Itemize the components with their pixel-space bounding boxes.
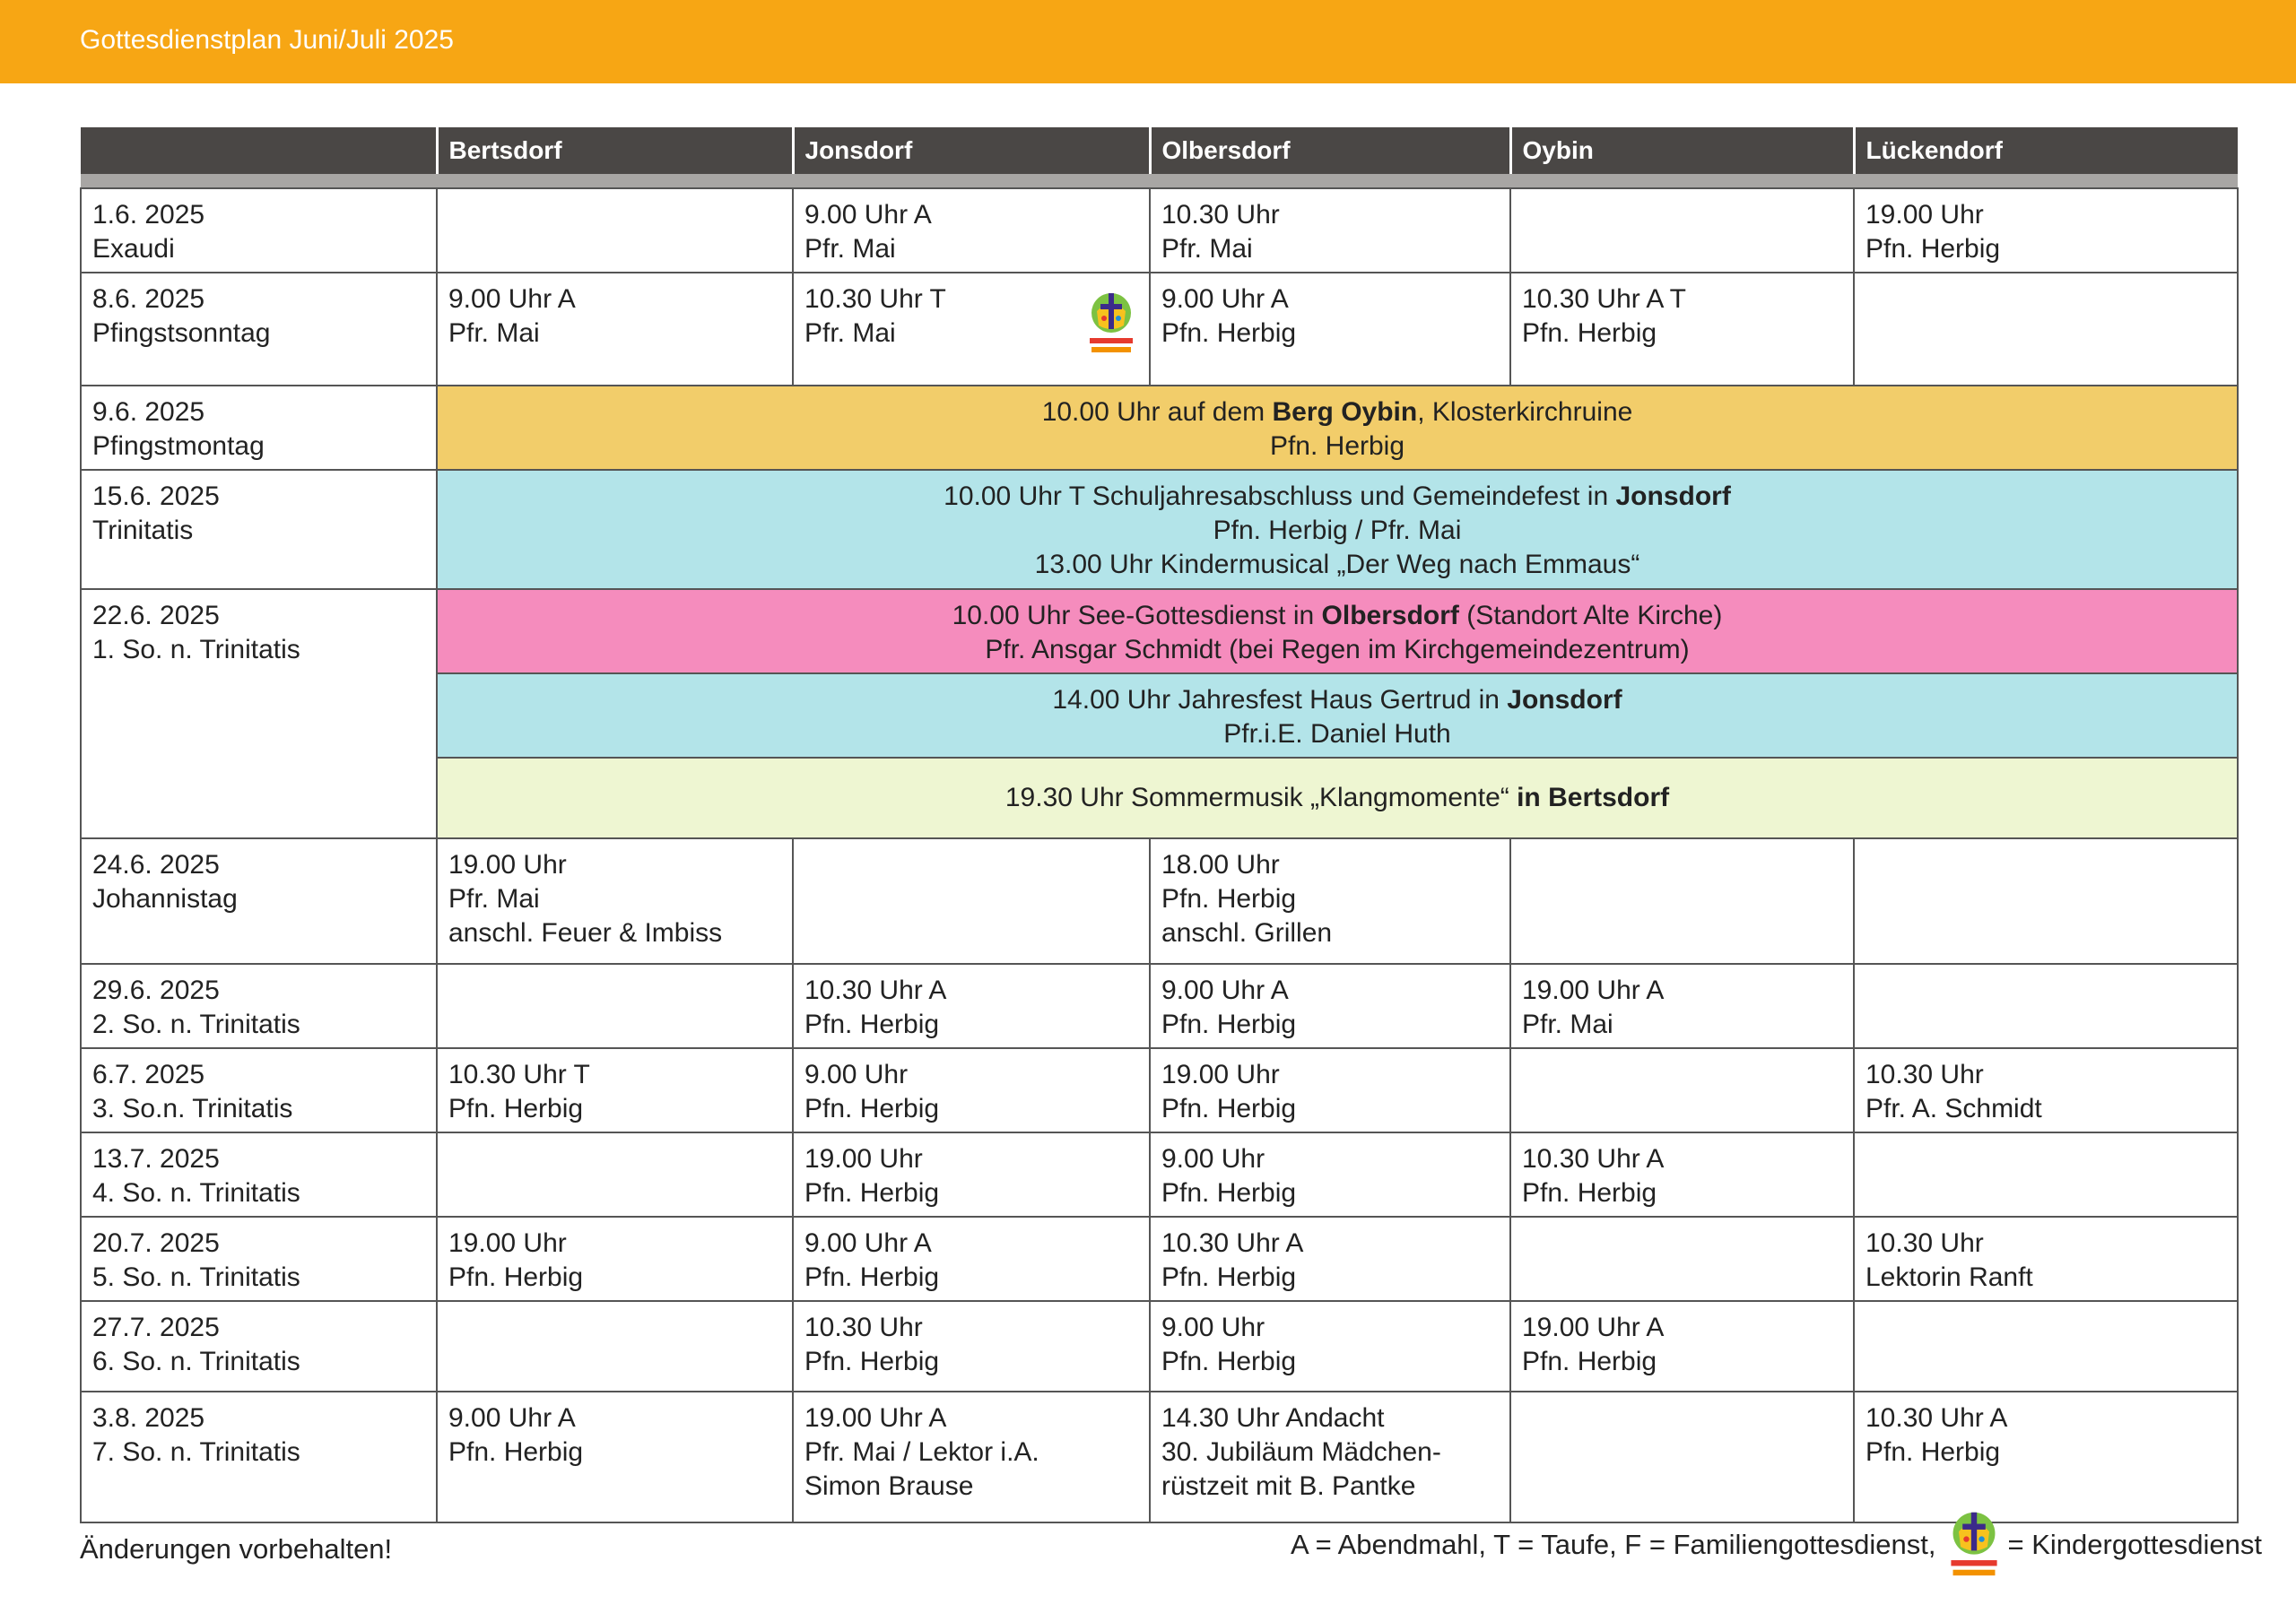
service-date: 22.6. 2025	[92, 601, 220, 630]
service-line: 9.00 Uhr A	[804, 200, 932, 230]
service-cell-bertsdorf	[437, 1392, 793, 1522]
service-line: 18.00 Uhr	[1161, 850, 1280, 880]
service-cell-olbersdorf	[1150, 1132, 1510, 1217]
table-row	[81, 589, 2238, 673]
event-text: 19.30 Uhr Sommermusik „Klangmomente“	[1004, 783, 1518, 812]
sunday-name: Exaudi	[92, 234, 175, 264]
service-line: 9.00 Uhr	[1161, 1144, 1265, 1174]
event-text: (Standort Alte Kirche)	[1458, 601, 1723, 630]
event-text: 10.00 Uhr auf dem	[1041, 397, 1273, 427]
service-line: 9.00 Uhr A	[804, 1228, 932, 1258]
sunday-name: Pfingstmontag	[92, 431, 265, 461]
table-row	[81, 1217, 2238, 1301]
service-line: 10.30 Uhr A T	[1522, 284, 1686, 314]
service-line: 19.00 Uhr A	[804, 1403, 947, 1433]
date-cell	[81, 1392, 437, 1522]
table-header-row	[81, 127, 2238, 174]
service-line: Pfn. Herbig	[1161, 1262, 1297, 1292]
service-cell-jonsdorf	[793, 838, 1150, 964]
service-date: 1.6. 2025	[92, 200, 205, 230]
service-line: Pfn. Herbig	[1522, 318, 1657, 348]
service-line: 30. Jubiläum Mädchen-	[1161, 1437, 1441, 1467]
service-line: Pfr. A. Schmidt	[1866, 1094, 2042, 1123]
service-cell-olbersdorf	[1150, 1301, 1510, 1392]
sunday-name: 4. So. n. Trinitatis	[92, 1178, 300, 1208]
sunday-name: 6. So. n. Trinitatis	[92, 1347, 300, 1376]
special-event-cell	[437, 673, 2238, 758]
header-separator	[81, 174, 2238, 188]
service-cell-olbersdorf	[1150, 1217, 1510, 1301]
service-line: 10.30 Uhr T	[804, 284, 946, 314]
service-cell-bertsdorf	[437, 273, 793, 386]
service-date: 29.6. 2025	[92, 976, 220, 1005]
service-cell-lueckendorf	[1854, 188, 2238, 273]
service-cell-lueckendorf	[1854, 1392, 2238, 1522]
date-cell	[81, 470, 437, 589]
service-line: Pfr. Mai	[448, 884, 540, 914]
service-cell-lueckendorf	[1854, 1132, 2238, 1217]
event-line-1	[448, 683, 2226, 717]
sunday-name: Johannistag	[92, 884, 238, 914]
service-line: 10.30 Uhr A	[1522, 1144, 1665, 1174]
service-line: Pfn. Herbig	[1161, 1094, 1297, 1123]
service-cell-olbersdorf	[1150, 188, 1510, 273]
service-line: 10.30 Uhr A	[1866, 1403, 2008, 1433]
date-cell	[81, 1048, 437, 1132]
sunday-name: Trinitatis	[92, 516, 194, 545]
service-line: Pfn. Herbig	[1522, 1347, 1657, 1376]
date-cell	[81, 386, 437, 470]
service-cell-bertsdorf	[437, 964, 793, 1048]
service-cell-olbersdorf	[1150, 1048, 1510, 1132]
table-row	[81, 838, 2238, 964]
event-highlight: Jonsdorf	[1507, 685, 1622, 715]
page-header-bar	[0, 0, 2296, 83]
event-highlight: Olbersdorf	[1321, 601, 1459, 630]
kirche-mit-kindern-icon	[1084, 290, 1138, 358]
sunday-name: 3. So.n. Trinitatis	[92, 1094, 293, 1123]
service-cell-bertsdorf	[437, 1048, 793, 1132]
special-event-cell	[437, 470, 2238, 589]
table-row	[81, 1392, 2238, 1522]
service-cell-oybin	[1510, 188, 1854, 273]
service-date: 8.6. 2025	[92, 284, 205, 314]
service-line: Pfr. Mai	[1161, 234, 1253, 264]
service-line: anschl. Feuer & Imbiss	[448, 918, 723, 948]
column-header-lueckendorf: Lückendorf	[1854, 127, 2238, 174]
event-text: 14.00 Uhr Jahresfest Haus Gertrud in	[1052, 685, 1508, 715]
schedule-table	[80, 127, 2239, 1523]
date-cell	[81, 1301, 437, 1392]
service-line: 9.00 Uhr A	[448, 1403, 576, 1433]
service-line: 10.30 Uhr	[1161, 200, 1280, 230]
date-cell	[81, 273, 437, 386]
event-line-1	[448, 480, 2226, 514]
service-date: 20.7. 2025	[92, 1228, 220, 1258]
service-line: 10.30 Uhr A	[1161, 1228, 1304, 1258]
sunday-name: Pfingstsonntag	[92, 318, 271, 348]
service-line: 10.30 Uhr A	[804, 976, 947, 1005]
legend-icon-meaning: = Kindergottesdienst	[2007, 1529, 2262, 1560]
legend	[1291, 1508, 2262, 1582]
service-cell-oybin	[1510, 1392, 1854, 1522]
event-highlight: Jonsdorf	[1615, 481, 1731, 511]
service-line: 9.00 Uhr A	[1161, 284, 1289, 314]
date-cell	[81, 838, 437, 964]
event-line-1	[448, 781, 2226, 815]
table-row	[81, 188, 2238, 273]
column-header-date	[81, 127, 437, 174]
service-line: Pfr. Mai / Lektor i.A.	[804, 1437, 1039, 1467]
service-cell-jonsdorf	[793, 1132, 1150, 1217]
service-cell-lueckendorf	[1854, 838, 2238, 964]
service-line: 14.30 Uhr Andacht	[1161, 1403, 1385, 1433]
service-line: Pfn. Herbig	[1161, 318, 1297, 348]
table-row	[81, 964, 2238, 1048]
service-line: Lektorin Ranft	[1866, 1262, 2033, 1292]
service-line: Pfr. Mai	[804, 318, 896, 348]
date-cell	[81, 1217, 437, 1301]
special-event-cell	[437, 589, 2238, 673]
changes-note: Änderungen vorbehalten!	[80, 1533, 393, 1565]
service-cell-bertsdorf	[437, 838, 793, 964]
service-line: Pfn. Herbig	[448, 1094, 584, 1123]
service-line: 19.00 Uhr	[448, 1228, 567, 1258]
column-header-bertsdorf: Bertsdorf	[437, 127, 793, 174]
service-line: 10.30 Uhr T	[448, 1060, 590, 1089]
service-cell-oybin	[1510, 273, 1854, 386]
service-line: Pfr. Mai	[448, 318, 540, 348]
event-text: 10.00 Uhr See-Gottesdienst in	[952, 601, 1322, 630]
service-line: Pfn. Herbig	[804, 1010, 940, 1039]
table-row	[81, 1048, 2238, 1132]
table-row	[81, 1132, 2238, 1217]
service-line: 9.00 Uhr	[804, 1060, 909, 1089]
service-line: 19.00 Uhr A	[1522, 1313, 1665, 1342]
service-line: 19.00 Uhr	[448, 850, 567, 880]
service-cell-olbersdorf	[1150, 273, 1510, 386]
event-text: , Klosterkirchruine	[1417, 397, 1633, 427]
service-line: rüstzeit mit B. Pantke	[1161, 1471, 1416, 1501]
service-date: 24.6. 2025	[92, 850, 220, 880]
special-event-cell	[437, 386, 2238, 470]
service-line: 19.00 Uhr A	[1522, 976, 1665, 1005]
service-cell-bertsdorf	[437, 1132, 793, 1217]
service-date: 27.7. 2025	[92, 1313, 220, 1342]
table-row	[81, 1301, 2238, 1392]
sunday-name: 7. So. n. Trinitatis	[92, 1437, 300, 1467]
service-cell-lueckendorf	[1854, 1048, 2238, 1132]
service-cell-lueckendorf	[1854, 1301, 2238, 1392]
column-header-oybin: Oybin	[1510, 127, 1854, 174]
event-text: 10.00 Uhr T Schuljahresabschluss und Gemeindefest in	[944, 481, 1616, 511]
service-cell-jonsdorf	[793, 188, 1150, 273]
service-cell-lueckendorf	[1854, 1217, 2238, 1301]
event-line-2: Pfn. Herbig / Pfr. Mai	[1213, 516, 1462, 545]
service-cell-bertsdorf	[437, 188, 793, 273]
service-line: Pfn. Herbig	[1161, 1010, 1297, 1039]
service-cell-jonsdorf	[793, 1392, 1150, 1522]
service-cell-jonsdorf	[793, 964, 1150, 1048]
table-row	[81, 273, 2238, 386]
sunday-name: 2. So. n. Trinitatis	[92, 1010, 300, 1039]
service-line: Pfn. Herbig	[804, 1094, 940, 1123]
sunday-name: 1. So. n. Trinitatis	[92, 635, 300, 664]
service-line: Pfn. Herbig	[804, 1178, 940, 1208]
service-line: 10.30 Uhr	[804, 1313, 923, 1342]
service-date: 9.6. 2025	[92, 397, 205, 427]
service-date: 6.7. 2025	[92, 1060, 205, 1089]
service-cell-jonsdorf	[793, 1048, 1150, 1132]
event-line-2: Pfr. Ansgar Schmidt (bei Regen im Kirchgemeindezentrum)	[985, 635, 1690, 664]
service-line: Simon Brause	[804, 1471, 974, 1501]
service-cell-oybin	[1510, 1301, 1854, 1392]
column-header-jonsdorf: Jonsdorf	[793, 127, 1150, 174]
date-cell	[81, 1132, 437, 1217]
service-cell-olbersdorf	[1150, 838, 1510, 964]
date-cell	[81, 964, 437, 1048]
kirche-mit-kindern-icon	[1945, 1508, 2003, 1582]
service-line: 19.00 Uhr	[804, 1144, 923, 1174]
service-cell-olbersdorf	[1150, 1392, 1510, 1522]
date-cell	[81, 188, 437, 273]
service-cell-oybin	[1510, 964, 1854, 1048]
service-cell-lueckendorf	[1854, 273, 2238, 386]
service-cell-jonsdorf	[793, 1301, 1150, 1392]
service-cell-oybin	[1510, 1132, 1854, 1217]
legend-text: A = Abendmahl, T = Taufe, F = Familiengottesdienst,	[1291, 1529, 1936, 1560]
service-line: 19.00 Uhr	[1161, 1060, 1280, 1089]
service-line: Pfn. Herbig	[448, 1262, 584, 1292]
service-line: Pfn. Herbig	[1161, 884, 1297, 914]
service-line: 19.00 Uhr	[1866, 200, 1984, 230]
service-line: Pfn. Herbig	[1161, 1347, 1297, 1376]
service-line: 10.30 Uhr	[1866, 1060, 1984, 1089]
event-line-3: 13.00 Uhr Kindermusical „Der Weg nach Emmaus“	[1034, 550, 1640, 579]
service-cell-bertsdorf	[437, 1301, 793, 1392]
service-date: 13.7. 2025	[92, 1144, 220, 1174]
event-line-1	[448, 395, 2226, 429]
service-line: Pfn. Herbig	[804, 1347, 940, 1376]
service-line: 9.00 Uhr A	[1161, 976, 1289, 1005]
service-line: Pfn. Herbig	[804, 1262, 940, 1292]
service-cell-oybin	[1510, 1048, 1854, 1132]
table-row	[81, 386, 2238, 470]
service-cell-jonsdorf	[793, 273, 1150, 386]
service-line: 10.30 Uhr	[1866, 1228, 1984, 1258]
service-line: 9.00 Uhr A	[448, 284, 576, 314]
service-date: 3.8. 2025	[92, 1403, 205, 1433]
special-event-cell	[437, 758, 2238, 838]
event-line-2: Pfn. Herbig	[1269, 431, 1405, 461]
event-line-2: Pfr.i.E. Daniel Huth	[1223, 719, 1451, 749]
service-line: Pfn. Herbig	[448, 1437, 584, 1467]
service-line: 9.00 Uhr	[1161, 1313, 1265, 1342]
service-line: Pfn. Herbig	[1161, 1178, 1297, 1208]
column-header-olbersdorf: Olbersdorf	[1150, 127, 1510, 174]
event-highlight: Berg Oybin	[1272, 397, 1418, 427]
date-cell	[81, 589, 437, 838]
service-line: Pfr. Mai	[804, 234, 896, 264]
table-row	[81, 470, 2238, 589]
sunday-name: 5. So. n. Trinitatis	[92, 1262, 300, 1292]
service-cell-olbersdorf	[1150, 964, 1510, 1048]
service-line: anschl. Grillen	[1161, 918, 1333, 948]
event-line-1	[448, 599, 2226, 633]
service-cell-jonsdorf	[793, 1217, 1150, 1301]
event-highlight: in Bertsdorf	[1517, 783, 1670, 812]
service-line: Pfn. Herbig	[1522, 1178, 1657, 1208]
service-line: Pfn. Herbig	[1866, 1437, 2001, 1467]
service-date: 15.6. 2025	[92, 481, 220, 511]
service-cell-oybin	[1510, 838, 1854, 964]
service-cell-oybin	[1510, 1217, 1854, 1301]
service-line: Pfn. Herbig	[1866, 234, 2001, 264]
service-cell-lueckendorf	[1854, 964, 2238, 1048]
page-title: Gottesdienstplan Juni/Juli 2025	[80, 25, 454, 55]
service-cell-bertsdorf	[437, 1217, 793, 1301]
service-line: Pfr. Mai	[1522, 1010, 1613, 1039]
